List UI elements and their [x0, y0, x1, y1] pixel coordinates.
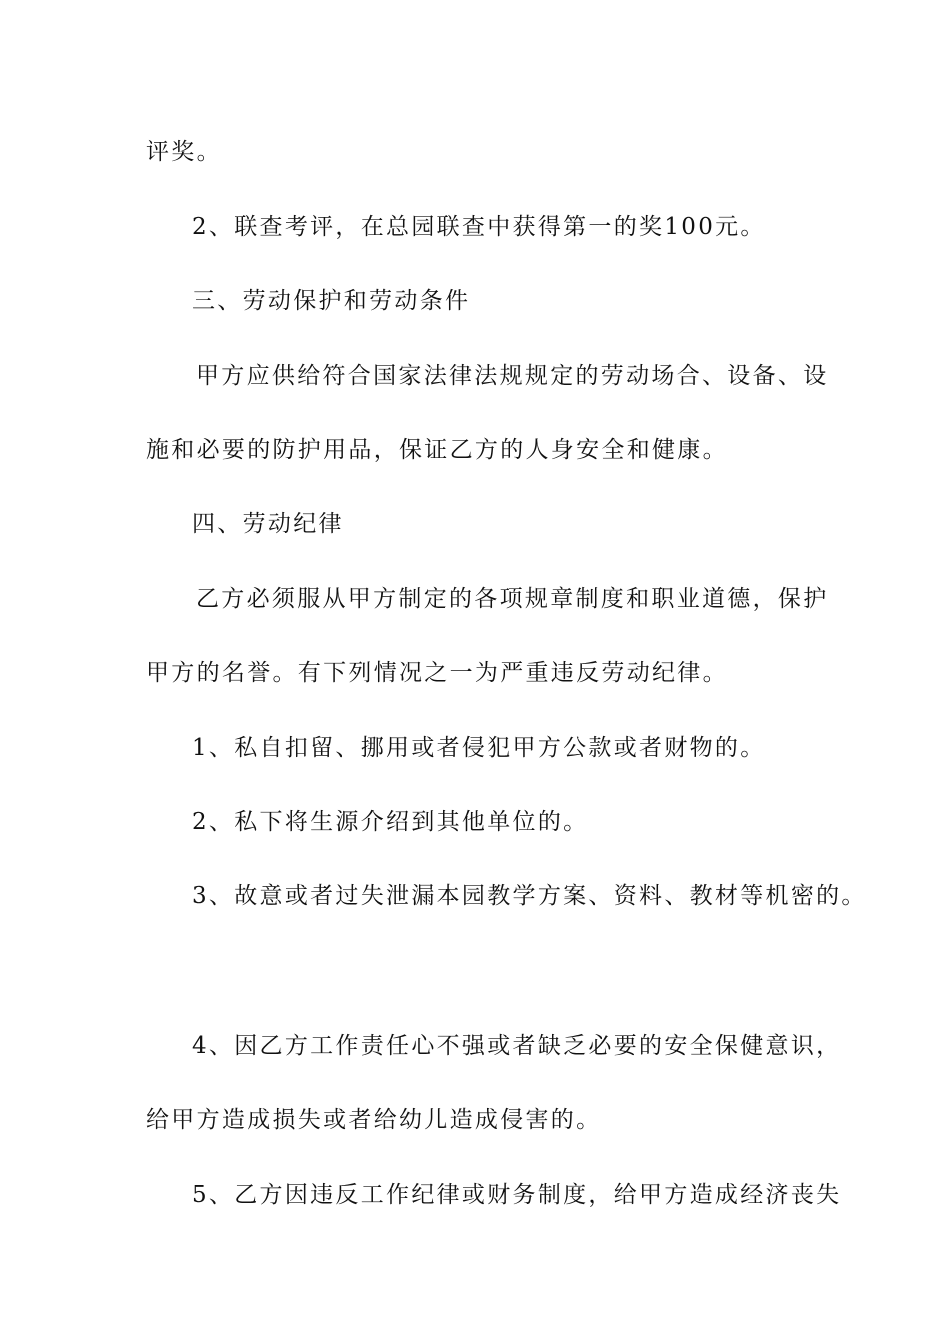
paragraph-line: 甲方的名誉。有下列情况之一为严重违反劳动纪律。	[146, 660, 728, 686]
paragraph-line: 评奖。	[146, 139, 222, 165]
paragraph-line: 甲方应供给符合国家法律法规规定的劳动场合、设备、设	[196, 363, 829, 389]
paragraph-line: 2、联查考评，在总园联查中获得第一的奖100元。	[192, 214, 766, 240]
list-item: 1、私自扣留、挪用或者侵犯甲方公款或者财物的。	[192, 735, 766, 761]
list-item: 5、乙方因违反工作纪律或财务制度，给甲方造成经济丧失	[192, 1182, 842, 1208]
paragraph-line: 乙方必须服从甲方制定的各项规章制度和职业道德，保护	[196, 586, 829, 612]
paragraph-line: 施和必要的防护用品，保证乙方的人身安全和健康。	[146, 437, 728, 463]
list-item: 4、因乙方工作责任心不强或者缺乏必要的安全保健意识，	[192, 1033, 842, 1059]
section-heading: 三、劳动保护和劳动条件	[192, 288, 471, 314]
paragraph-line: 给甲方造成损失或者给幼儿造成侵害的。	[146, 1107, 602, 1133]
list-item: 2、私下将生源介绍到其他单位的。	[192, 809, 589, 835]
list-item: 3、故意或者过失泄漏本园教学方案、资料、教材等机密的。	[192, 883, 867, 909]
section-heading: 四、劳动纪律	[192, 511, 344, 537]
